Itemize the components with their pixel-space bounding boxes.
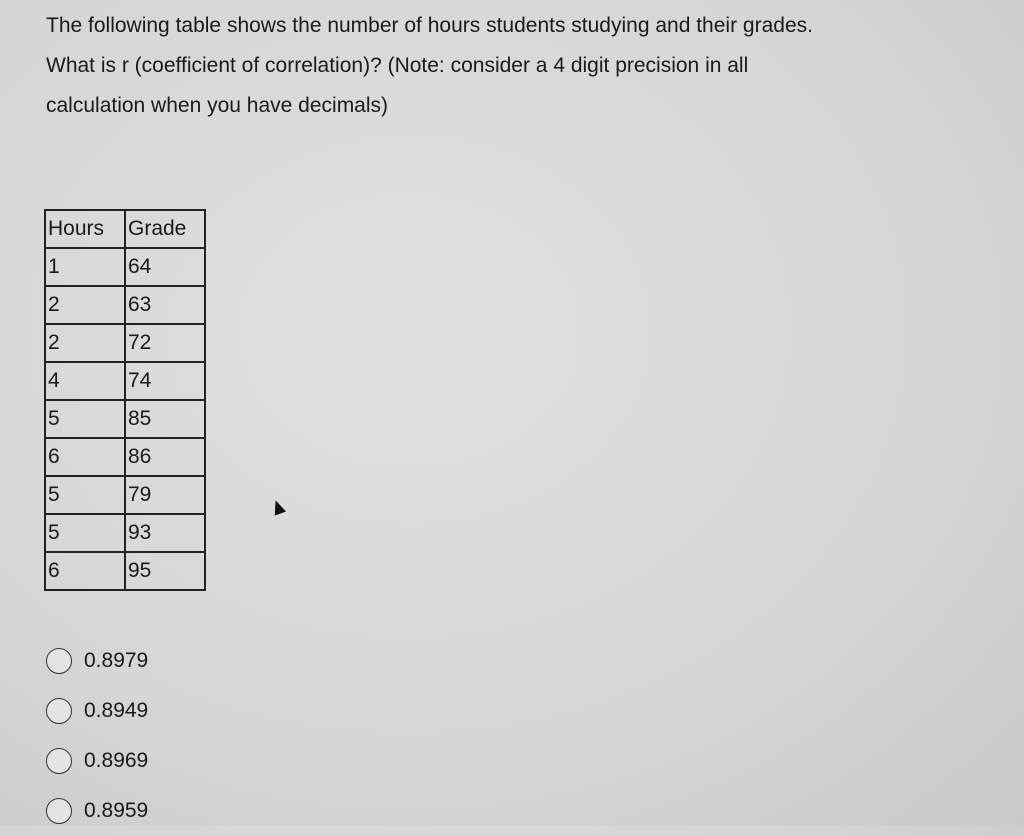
option-label: 0.8949 [84,699,149,722]
table-row [45,248,205,286]
option-label: 0.8979 [84,649,149,672]
answer-option[interactable] [46,686,148,736]
grade-cell: 64 [125,248,205,286]
header-grade: Grade [125,210,205,248]
table-row [45,552,205,590]
hours-cell: 6 [45,438,125,476]
hours-cell: 5 [45,476,125,514]
option-label: 0.8969 [84,749,149,772]
answer-options [46,636,148,836]
radio-button[interactable] [46,748,72,774]
radio-button[interactable] [46,798,72,824]
table-row [45,438,205,476]
hours-cell: 2 [45,286,125,324]
radio-button[interactable] [46,648,72,674]
grade-cell: 95 [125,552,205,590]
grade-cell: 86 [125,438,205,476]
table-row [45,362,205,400]
option-label: 0.8959 [84,799,149,822]
question-line: What is r (coefficient of correlation)? (Note: consider a 4 digit precision in all [46,54,749,77]
question-line: calculation when you have decimals) [46,94,389,117]
hours-cell: 5 [45,400,125,438]
question-text [46,6,1006,126]
hours-cell: 6 [45,552,125,590]
hours-cell: 4 [45,362,125,400]
answer-option[interactable] [46,736,148,786]
mouse-cursor-icon [270,498,286,515]
table-row [45,286,205,324]
hours-cell: 2 [45,324,125,362]
answer-option[interactable] [46,786,148,836]
table-row [45,400,205,438]
grade-cell: 79 [125,476,205,514]
table-row [45,514,205,552]
radio-button[interactable] [46,698,72,724]
table-row [45,324,205,362]
hours-cell: 5 [45,514,125,552]
hours-grade-table [44,209,206,591]
question-line: The following table shows the number of hours students studying and their grades. [46,14,813,37]
table-row [45,476,205,514]
table-header-row [45,210,205,248]
hours-cell: 1 [45,248,125,286]
grade-cell: 72 [125,324,205,362]
grade-cell: 63 [125,286,205,324]
grade-cell: 93 [125,514,205,552]
header-hours: Hours [45,210,125,248]
answer-option[interactable] [46,636,148,686]
grade-cell: 85 [125,400,205,438]
grade-cell: 74 [125,362,205,400]
